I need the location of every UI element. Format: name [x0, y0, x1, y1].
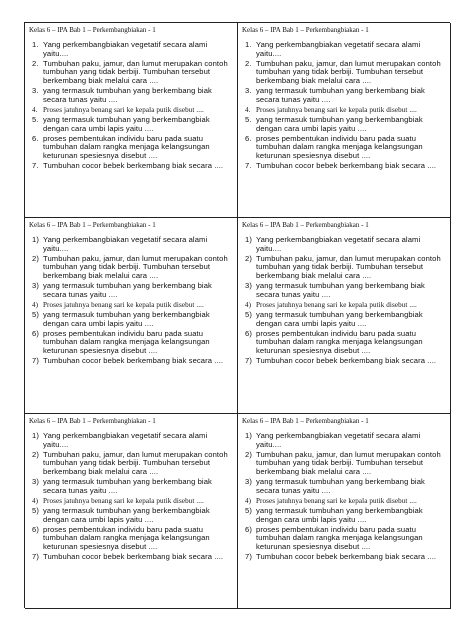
question-number: 5.: [245, 114, 252, 124]
question-item: [242, 41, 446, 58]
question-item: [29, 507, 233, 524]
question-card-middle-left: [25, 218, 238, 414]
question-number: 2.: [32, 58, 39, 68]
question-item: [242, 162, 446, 171]
question-text: Tumbuhan paku, jamur, dan lumut merupakan contoh tumbuhan yang tidak berbiji. Tumbuhan tersebut berkembang biak melalui cara ....: [256, 449, 441, 476]
question-item: [242, 451, 446, 477]
question-number: 6.: [245, 133, 252, 143]
question-text: proses pembentukan individu baru pada suatu tumbuhan dalam rangka menjaga kelangsungan keturunan spesiesnya disebut ....: [256, 133, 423, 160]
question-number: 5): [32, 309, 39, 319]
question-list: [29, 41, 233, 171]
question-number: 2): [32, 253, 39, 263]
question-number: 4): [32, 496, 39, 505]
question-item: [29, 497, 233, 505]
question-item: [29, 236, 233, 253]
question-item: [242, 135, 446, 161]
question-number: 7.: [32, 161, 39, 171]
question-number: 3): [32, 281, 39, 291]
question-number: 5): [245, 309, 252, 319]
question-item: [29, 282, 233, 299]
question-number: 6): [245, 328, 252, 338]
question-text: Tumbuhan cocor bebek berkembang biak secara ....: [43, 356, 224, 366]
question-item: [242, 497, 446, 505]
question-list: [242, 236, 446, 366]
question-text: Yang perkembangbiakan vegetatif secara alami yaitu....: [256, 431, 421, 449]
question-text: Proses jatuhnya benang sari ke kepala putik disebut ....: [256, 300, 417, 309]
question-item: [29, 432, 233, 449]
question-number: 4.: [245, 105, 251, 114]
question-text: Proses jatuhnya benang sari ke kepala putik disebut ....: [43, 496, 204, 505]
question-number: 1): [245, 235, 252, 244]
question-list: [29, 236, 233, 366]
question-item: [242, 432, 446, 449]
question-item: [242, 282, 446, 299]
question-text: yang termasuk tumbuhan yang berkembang biak secara tunas yaitu ....: [43, 477, 212, 495]
question-text: yang termasuk tumbuhan yang berkembang biak secara tunas yaitu ....: [43, 86, 212, 104]
question-number: 7.: [245, 161, 252, 171]
question-number: 3): [245, 281, 252, 291]
question-card-top-left: [25, 23, 238, 218]
question-text: yang termasuk tumbuhan yang berkembangbiak dengan cara umbi lapis yaitu ....: [256, 114, 423, 133]
question-item: [29, 357, 233, 366]
question-text: Tumbuhan paku, jamur, dan lumut merupakan contoh tumbuhan yang tidak berbiji. Tumbuhan tersebut berkembang biak melalui cara ....: [43, 449, 228, 476]
question-text: Tumbuhan cocor bebek berkembang biak secara ....: [43, 552, 224, 562]
question-text: proses pembentukan individu baru pada suatu tumbuhan dalam rangka menjaga kelangsungan keturunan spesiesnya disebut ....: [256, 524, 423, 551]
question-text: Tumbuhan cocor bebek berkembang biak secara ....: [256, 161, 437, 171]
question-number: 2): [245, 253, 252, 263]
question-text: Proses jatuhnya benang sari ke kepala putik disebut ....: [43, 105, 204, 114]
question-number: 5): [245, 505, 252, 515]
question-number: 3): [32, 477, 39, 487]
worksheet-grid: [24, 22, 450, 608]
card-header: Kelas 6 – IPA Bab 1 – Perkembangbiakan - 1: [29, 221, 156, 229]
card-header: Kelas 6 – IPA Bab 1 – Perkembangbiakan - 1: [242, 417, 369, 425]
question-text: Yang perkembangbiakan vegetatif secara alami yaitu....: [256, 40, 421, 58]
question-number: 4): [245, 300, 252, 309]
question-item: [242, 116, 446, 133]
question-number: 1.: [32, 40, 39, 49]
card-header: Kelas 6 – IPA Bab 1 – Perkembangbiakan - 1: [242, 221, 369, 229]
question-text: proses pembentukan individu baru pada suatu tumbuhan dalam rangka menjaga kelangsungan keturunan spesiesnya disebut ....: [43, 524, 210, 551]
question-card-bottom-right: [238, 414, 451, 609]
question-text: yang termasuk tumbuhan yang berkembangbiak dengan cara umbi lapis yaitu ....: [43, 505, 210, 524]
question-list: [242, 41, 446, 171]
question-number: 7): [32, 552, 39, 562]
question-text: Proses jatuhnya benang sari ke kepala putik disebut ....: [256, 105, 417, 114]
question-text: yang termasuk tumbuhan yang berkembang biak secara tunas yaitu ....: [256, 281, 425, 299]
question-item: [29, 106, 233, 114]
question-text: Tumbuhan cocor bebek berkembang biak secara ....: [43, 161, 224, 171]
question-item: [29, 526, 233, 552]
question-text: Tumbuhan cocor bebek berkembang biak secara ....: [256, 356, 437, 366]
question-item: [29, 41, 233, 58]
question-item: [29, 478, 233, 495]
question-item: [29, 135, 233, 161]
question-item: [242, 106, 446, 114]
question-number: 6.: [32, 133, 39, 143]
question-item: [29, 451, 233, 477]
question-text: proses pembentukan individu baru pada suatu tumbuhan dalam rangka menjaga kelangsungan keturunan spesiesnya disebut ....: [43, 328, 210, 355]
question-number: 3.: [245, 86, 252, 96]
question-item: [29, 553, 233, 562]
question-number: 1.: [245, 40, 252, 49]
question-number: 4): [32, 300, 39, 309]
question-number: 6): [32, 328, 39, 338]
question-text: Tumbuhan paku, jamur, dan lumut merupakan contoh tumbuhan yang tidak berbiji. Tumbuhan tersebut berkembang biak melalui cara ....: [43, 58, 228, 85]
question-text: yang termasuk tumbuhan yang berkembangbiak dengan cara umbi lapis yaitu ....: [256, 505, 423, 524]
question-item: [242, 507, 446, 524]
question-text: Yang perkembangbiakan vegetatif secara alami yaitu....: [256, 235, 421, 253]
question-item: [242, 311, 446, 328]
question-text: Proses jatuhnya benang sari ke kepala putik disebut ....: [43, 300, 204, 309]
question-number: 7): [245, 552, 252, 562]
question-list: [242, 432, 446, 562]
question-text: Yang perkembangbiakan vegetatif secara alami yaitu....: [43, 235, 208, 253]
question-item: [242, 526, 446, 552]
question-number: 7): [32, 356, 39, 366]
question-item: [242, 478, 446, 495]
question-item: [29, 87, 233, 104]
question-number: 5): [32, 505, 39, 515]
question-card-bottom-left: [25, 414, 238, 609]
question-number: 4): [245, 496, 252, 505]
question-item: [242, 87, 446, 104]
question-text: yang termasuk tumbuhan yang berkembangbiak dengan cara umbi lapis yaitu ....: [43, 114, 210, 133]
question-number: 6): [32, 524, 39, 534]
question-text: Tumbuhan paku, jamur, dan lumut merupakan contoh tumbuhan yang tidak berbiji. Tumbuhan tersebut berkembang biak melalui cara ....: [256, 58, 441, 85]
question-text: yang termasuk tumbuhan yang berkembangbiak dengan cara umbi lapis yaitu ....: [256, 309, 423, 328]
question-text: yang termasuk tumbuhan yang berkembangbiak dengan cara umbi lapis yaitu ....: [43, 309, 210, 328]
question-text: yang termasuk tumbuhan yang berkembang biak secara tunas yaitu ....: [43, 281, 212, 299]
question-text: Tumbuhan paku, jamur, dan lumut merupakan contoh tumbuhan yang tidak berbiji. Tumbuhan tersebut berkembang biak melalui cara ....: [256, 253, 441, 280]
question-number: 2.: [245, 58, 252, 68]
question-item: [29, 162, 233, 171]
question-number: 6): [245, 524, 252, 534]
question-number: 3): [245, 477, 252, 487]
card-header: Kelas 6 – IPA Bab 1 – Perkembangbiakan - 1: [29, 26, 156, 34]
question-item: [29, 255, 233, 281]
question-item: [242, 301, 446, 309]
question-item: [242, 236, 446, 253]
question-text: Yang perkembangbiakan vegetatif secara alami yaitu....: [43, 40, 208, 58]
question-text: proses pembentukan individu baru pada suatu tumbuhan dalam rangka menjaga kelangsungan keturunan spesiesnya disebut ....: [256, 328, 423, 355]
card-header: Kelas 6 – IPA Bab 1 – Perkembangbiakan - 1: [242, 26, 369, 34]
question-number: 3.: [32, 86, 39, 96]
question-number: 1): [32, 431, 39, 440]
question-item: [242, 357, 446, 366]
question-text: Tumbuhan cocor bebek berkembang biak secara ....: [256, 552, 437, 562]
question-number: 1): [32, 235, 39, 244]
question-card-middle-right: [238, 218, 451, 414]
question-number: 2): [245, 449, 252, 459]
question-number: 1): [245, 431, 252, 440]
question-item: [29, 311, 233, 328]
question-item: [242, 255, 446, 281]
question-item: [29, 60, 233, 86]
question-number: 4.: [32, 105, 38, 114]
question-item: [242, 330, 446, 356]
question-text: Proses jatuhnya benang sari ke kepala putik disebut ....: [256, 496, 417, 505]
question-item: [29, 116, 233, 133]
question-text: proses pembentukan individu baru pada suatu tumbuhan dalam rangka menjaga kelangsungan keturunan spesiesnya disebut ....: [43, 133, 210, 160]
question-item: [242, 60, 446, 86]
question-text: Tumbuhan paku, jamur, dan lumut merupakan contoh tumbuhan yang tidak berbiji. Tumbuhan tersebut berkembang biak melalui cara ....: [43, 253, 228, 280]
question-text: Yang perkembangbiakan vegetatif secara alami yaitu....: [43, 431, 208, 449]
question-item: [29, 301, 233, 309]
question-card-top-right: [238, 23, 451, 218]
question-number: 2): [32, 449, 39, 459]
question-number: 7): [245, 356, 252, 366]
card-header: Kelas 6 – IPA Bab 1 – Perkembangbiakan - 1: [29, 417, 156, 425]
question-item: [242, 553, 446, 562]
question-list: [29, 432, 233, 562]
question-number: 5.: [32, 114, 39, 124]
question-text: yang termasuk tumbuhan yang berkembang biak secara tunas yaitu ....: [256, 86, 425, 104]
question-item: [29, 330, 233, 356]
question-text: yang termasuk tumbuhan yang berkembang biak secara tunas yaitu ....: [256, 477, 425, 495]
